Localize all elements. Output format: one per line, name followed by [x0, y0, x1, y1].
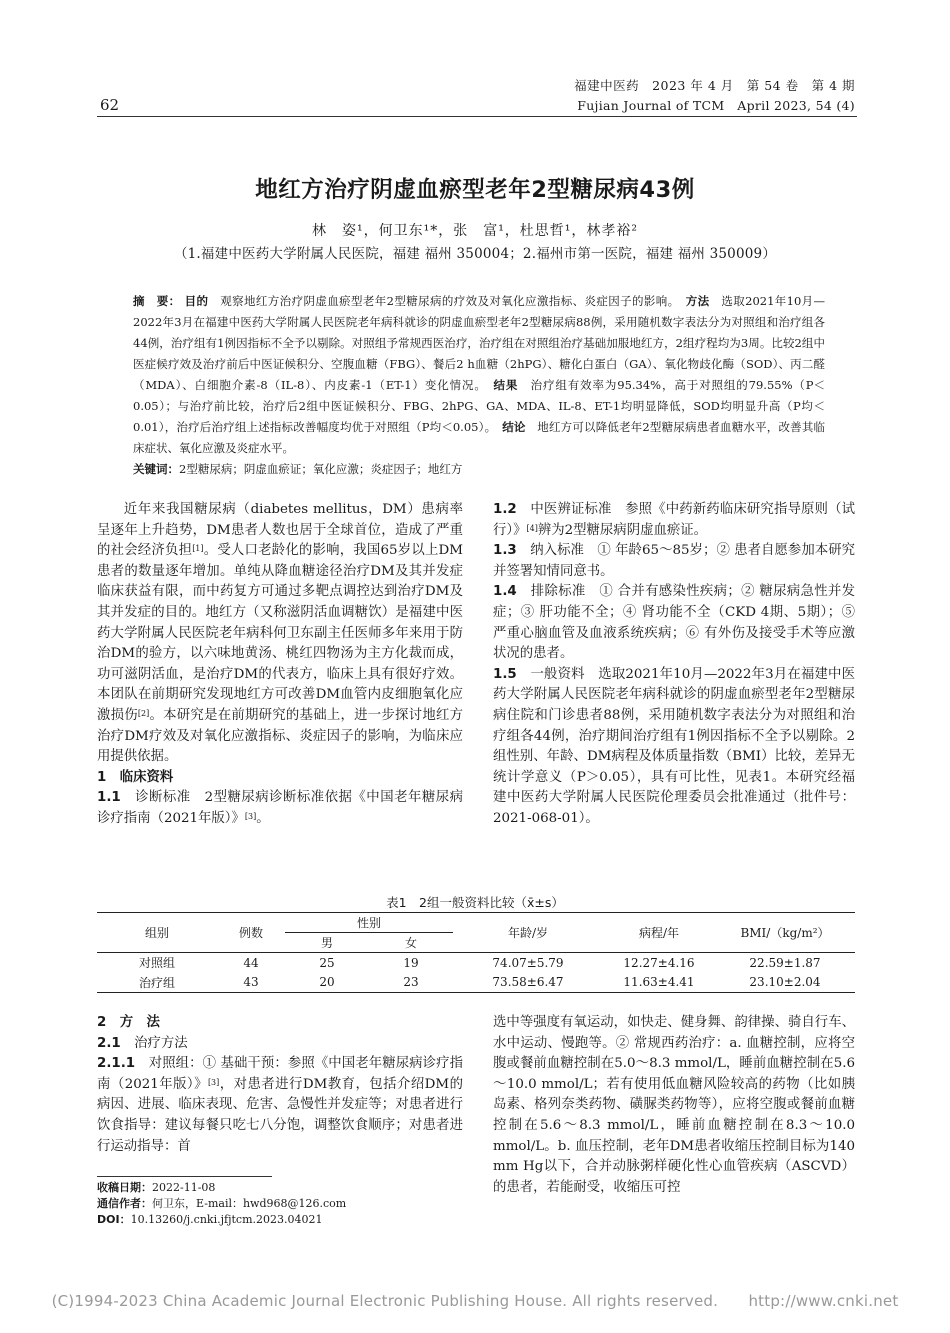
- authors: 林 姿¹，何卫东¹*，张 富¹，杜思哲¹，林孝裕²: [311, 223, 639, 239]
- table-row: 对照组 44 25 19 74.07±5.79 12.27±4.16 22.59±1.87: [138, 955, 821, 971]
- objective-text: 观察地红方治疗阴虚血瘀型老年2型糖尿病的疗效及对氧化应激指标、炎症因子的影响。: [220, 294, 674, 308]
- abstract-label: 摘 要：: [133, 294, 181, 308]
- th-cases: 例数: [238, 926, 263, 940]
- section-2-1: 2.1 治疗方法: [97, 1035, 188, 1051]
- table-caption: 表1 2组一般资料比较（x̄±s）: [386, 895, 564, 910]
- results-text: 治疗组有效率为95.34%，高于对照组的79.55%（P＜0.05）；与治疗前比较，治疗后2组中医证候积分、FBG、2hPG、GA、MDA、IL-8、ET-1均明显降低，SOD均明显升高（P均＜0.01），治疗后治疗组上述指标改善幅度均优于对照组（P均＜0.05）。: [133, 378, 826, 434]
- section-heading: 1 临床资料: [97, 769, 174, 785]
- citation: [3]: [207, 1077, 220, 1087]
- table-row: 治疗组 43 20 23 73.58±6.47 11.63±4.41 23.10±2.04: [138, 975, 821, 990]
- citation: [4]: [526, 523, 538, 533]
- th-sex: 性别: [356, 916, 381, 930]
- table-1: [97, 912, 855, 993]
- methods-text: 选取2021年10月—2022年3月在福建中医药大学附属人民医院老年病科就诊的阴虚血瘀型老年2型糖尿病88例，采用随机数字表法分为对照组和治疗组各44例，治疗组有1例因指标不全予以剔除。对照组予常规西医治疗，治疗组在对照组治疗基础加服地红方，2组疗程均为3周。比较2组中医症候疗效及治疗前后中医证候积分、空腹血糖（FBG）、餐后2 h血糖（2hPG）、糖化白蛋白（GA）、氧化物歧化酶（SOD）、丙二醛（MDA）、白细胞介素-8（IL-8）、内皮素-1（ET-1）变化情况。: [133, 294, 826, 392]
- section-1-2: 1.2 中医辨证标准 参照《中药新药临床研究指导原则（试行）》[4]辨为2型糖尿病阴虚血瘀证。: [493, 502, 856, 538]
- conclusion-text: 地红方可以降低老年2型糖尿病患者血糖水平，改善其临床症状、氧化应激及炎症水平。: [133, 420, 826, 455]
- treatment-continued: 选中等强度有氧运动，如快走、健身舞、韵律操、骑自行车、水中运动、慢跑等。② 常规西药治疗：a. 血糖控制，应将空腹或餐前血糖控制在5.0～8.3 mmol/L，睡前血糖控制在5.6～10.0 mmol/L；若有使用低血糖风险较高的药物（比如胰岛素、格列奈类药物、磺脲类药物等），应将空腹或餐前血糖控制在5.6～8.3 mmol/L，睡前血糖控制在8.3～10.0 mmol/L。b. 血压控制，老年DM患者收缩压控制目标为140 mm Hg以下，合并动脉粥样硬化性心血管疾病（ASCVD）的患者，若能耐受，收缩压可控: [493, 1015, 855, 1195]
- footnote-rule: [97, 1176, 272, 1177]
- journal-header-cn: 福建中医药 2023 年 4 月 第 54 卷 第 4 期: [574, 78, 855, 93]
- th-course: 病程/年: [638, 926, 680, 940]
- methods-label: 方法: [685, 294, 710, 308]
- th-male: 男: [285, 933, 369, 953]
- conclusion-label: 结论: [502, 420, 526, 434]
- section-2-1-1: 2.1.1 对照组：① 基础干预：参照《中国老年糖尿病诊疗指南（2021年版）》[3]，对患者进行DM教育，包括介绍DM的病因、进展、临床表现、危害、急慢性并发症等；对患者进行饮食指导：建议每餐只吃七八分饱，调整饮食顺序；对患者进行运动指导：首: [97, 1056, 463, 1154]
- body-left-column-2: [97, 1013, 463, 1157]
- affiliation: （1.福建中医药大学附属人民医院，福建 福州 350004；2.福州市第一医院，福建 福州 350009）: [173, 246, 777, 262]
- keywords: [133, 459, 825, 480]
- article-title: 地红方治疗阴虚血瘀型老年2型糖尿病43例: [255, 177, 695, 203]
- citation: [3]: [244, 811, 257, 821]
- keywords-text: 2型糖尿病；阴虚血瘀证；氧化应激；炎症因子；地红方: [179, 462, 463, 476]
- intro-paragraph: 近年来我国糖尿病（diabetes mellitus，DM）患病率呈逐年上升趋势，DM患者人数也居于全球首位，造成了严重的社会经济负担[1]。受人口老龄化的影响，我国65岁以上DM患者的数量逐年增加。单纯从降血糖途径治疗DM及其并发症临床获益有限，而中药复方可通过多靶点调控达到治疗DM及其并发症的目的。地红方（又称滋阴活血调糖饮）是福建中医药大学附属人民医院老年病科何卫东副主任医师多年来用于防治DM的验方，以六味地黄汤、桃红四物汤为主方化裁而成，功可滋阴活血，是治疗DM的代表方，临床上具有很好疗效。本团队在前期研究发现地红方可改善DM血管内皮细胞氧化应激损伤[2]。本研究是在前期研究的基础上，进一步探讨地红方治疗DM疗效及对氧化应激指标、炎症因子的影响，为临床应用提供依据。: [97, 502, 463, 765]
- footnotes: 收稿日期：2022-11-08 通信作者：何卫东，E-mail：hwd968@126.com DOI：10.13260/j.cnki.jfjtcm.2023.04021: [97, 1181, 347, 1226]
- section-1-4: 1.4 排除标准 ① 合并有感染性疾病；② 糖尿病急性并发症；③ 肝功能不全；④ 肾功能不全（CKD 4期、5期）；⑤ 严重心脑血管及血液系统疾病；⑥ 有外伤及接受手术等应激状况的患者。: [493, 584, 856, 662]
- copyright-watermark: (C)1994-2023 China Academic Journal Electronic Publishing House. All rights reserved. http://www.cnki.net: [51, 1292, 899, 1310]
- keywords-label: 关键词：: [133, 462, 179, 476]
- page-number: 62: [100, 96, 120, 114]
- results-label: 结果: [493, 378, 519, 392]
- section-1-5: 1.5 一般资料 选取2021年10月—2022年3月在福建中医药大学附属人民医院老年病科就诊的阴虚血瘀型老年2型糖尿病住院和门诊患者88例，采用随机数字表法分为对照组和治疗组各44例，治疗期间治疗组有1例因指标不全予以剔除。2组性别、年龄、DM病程及体质量指数（BMI）比较，差异无统计学意义（P＞0.05），具有可比性，见表1。本研究经福建中医药大学附属人民医院伦理委员会批准通过（批件号：2021-068-01）。: [493, 666, 856, 826]
- th-bmi: BMI/（kg/m²）: [740, 926, 830, 940]
- abstract: [133, 291, 825, 459]
- journal-header-en: Fujian Journal of TCM April 2023, 54 (4): [577, 98, 855, 113]
- body-right-column: [493, 500, 855, 830]
- objective-label: 目的: [184, 294, 209, 308]
- citation: [1]: [192, 544, 204, 554]
- header-rule: [97, 116, 857, 117]
- th-group: 组别: [144, 926, 169, 940]
- section-1-1: 1.1 诊断标准 2型糖尿病诊断标准依据《中国老年糖尿病诊疗指南（2021年版）》[3]。: [97, 790, 464, 826]
- th-age: 年龄/岁: [507, 926, 549, 940]
- body-right-column-2: [493, 1013, 855, 1198]
- section-heading: 2 方 法: [97, 1015, 160, 1030]
- section-1-3: 1.3 纳入标准 ① 年龄65～85岁；② 患者自愿参加本研究并签署知情同意书。: [493, 543, 856, 579]
- th-female: 女: [369, 933, 453, 953]
- citation: [2]: [137, 708, 150, 718]
- body-left-column: [97, 500, 463, 830]
